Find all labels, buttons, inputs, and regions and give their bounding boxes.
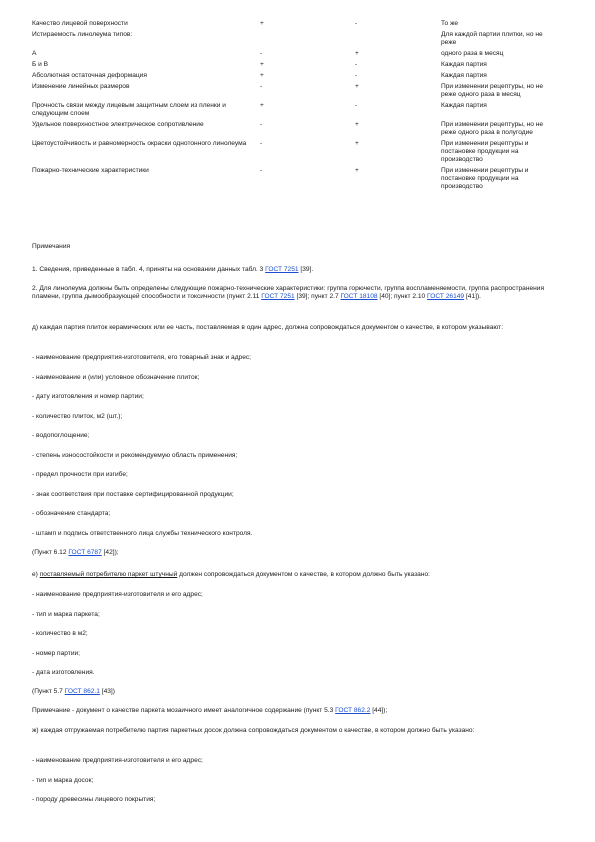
gost-18108-link[interactable]: ГОСТ 18108 — [340, 293, 378, 300]
row-parameter: Истираемость линолеума типов: — [32, 31, 133, 38]
row-mark-b: + — [355, 50, 359, 57]
row-parameter: Удельное поверхностное электрическое сопротивление — [32, 121, 204, 128]
row-frequency: То же — [441, 20, 459, 27]
list-item: - водопоглощение; — [32, 432, 90, 439]
row-mark-a: + — [260, 72, 264, 79]
row-mark-a: + — [260, 61, 264, 68]
note-2: 2. Для линолеума должны быть определены следующие пожарно-технические характеристики: группа горючести, группа воспламеняемости, группа распространения пламени, группа дымообразующей способности и токсичности (пункт 2.11 ГОСТ 7251 [39]; пункт 2.7 ГОСТ 18108 [40]; пункт 2.10 ГОСТ 26149 [41]). — [32, 285, 545, 300]
row-frequency: При изменении рецептуры и постановке продукции на производство — [441, 167, 529, 190]
list-item: - количество в м2; — [32, 630, 88, 637]
row-mark-b: - — [355, 61, 358, 68]
row-parameter: Цветоустойчивость и равномерность окраски однотонного линолеума — [32, 140, 247, 147]
table-row — [32, 72, 552, 83]
notes-title: Примечания — [32, 243, 71, 250]
row-mark-b: + — [355, 140, 359, 147]
table-row — [32, 121, 552, 140]
row-frequency: Для каждой партии плитки, но не реже — [441, 31, 543, 46]
table-row — [32, 50, 552, 61]
table-row — [32, 83, 552, 102]
row-frequency: одного раза в месяц — [441, 50, 504, 57]
row-mark-a: - — [260, 50, 263, 57]
reference-gost-862-1: (Пункт 5.7 ГОСТ 862.1 [43]) — [32, 688, 115, 695]
table-row — [32, 102, 552, 121]
row-parameter: Прочность связи между лицевым защитным слоем из пленки и следующим слоем — [32, 102, 226, 117]
gost-862-1-link[interactable]: ГОСТ 862.1 — [64, 688, 100, 695]
list-item: - наименование предприятия-изготовителя и его адрес; — [32, 591, 203, 598]
list-item: - предел прочности при изгибе; — [32, 471, 128, 478]
list-item: - наименование предприятия-изготовителя, его товарный знак и адрес; — [32, 354, 252, 361]
row-parameter: Изменение линейных размеров — [32, 83, 130, 90]
list-item: - тип и марка досок; — [32, 776, 94, 784]
row-frequency: При изменении рецептуры и постановке продукции на производство — [441, 140, 529, 163]
paragraph-d: д) каждая партия плиток керамических или ее часть, поставляемая в один адрес, должна сопровождаться документом о качестве, в котором указывают: — [32, 324, 504, 331]
row-mark-b: + — [355, 121, 359, 128]
paragraph-zh: ж) каждая отгружаемая потребителю партия паркетных досок должна сопровождаться документом о качестве, в котором должно быть указано: — [32, 727, 475, 734]
row-parameter: Б и В — [32, 61, 49, 68]
row-frequency: Каждая партия — [441, 72, 487, 79]
row-parameter: Абсолютная остаточная деформация — [32, 72, 147, 79]
list-item: - тип и марка паркета; — [32, 610, 100, 618]
row-mark-a: + — [260, 102, 264, 109]
table-row — [32, 20, 552, 31]
list-item: - наименование и (или) условное обозначение плиток; — [32, 373, 200, 381]
note-1: 1. Сведения, приведенные в табл. 4, приняты на основании данных табл. 3 ГОСТ 7251 [39]. — [32, 266, 314, 273]
row-mark-a — [260, 31, 355, 50]
table-row — [32, 140, 552, 167]
row-frequency: Каждая партия — [441, 102, 487, 109]
gost-6787-link[interactable]: ГОСТ 6787 — [68, 549, 102, 556]
table-row — [32, 61, 552, 72]
list-item: - породу древесины лицевого покрытия; — [32, 796, 156, 803]
list-item: - дату изготовления и номер партии; — [32, 393, 144, 400]
list-item: - степень износостойкости и рекомендуемую область применения; — [32, 451, 238, 459]
row-mark-a: - — [260, 140, 263, 147]
row-parameter: Качество лицевой поверхности — [32, 20, 128, 27]
row-mark-a: + — [260, 20, 264, 27]
row-frequency: При изменении рецептуры, но не реже одного раза в полугодие — [441, 121, 544, 136]
row-parameter: А — [32, 50, 37, 57]
requirements-table — [32, 20, 552, 194]
table-row — [32, 31, 552, 50]
note-mosaic-parquet: Примечание - документ о качестве паркета мозаичного имеет аналогичное содержание (пункт 5.3 ГОСТ 862.2 [44]); — [32, 707, 388, 714]
row-frequency: При изменении рецептуры, но не реже одного раза в месяц — [441, 83, 544, 98]
paragraph-e: е) поставляемый потребителю паркет штучный должен сопровождаться документом о качестве, в котором должно быть указано: — [32, 571, 430, 578]
gost-26149-link[interactable]: ГОСТ 26149 — [427, 293, 465, 300]
list-item: - обозначение стандарта; — [32, 510, 111, 517]
reference-gost-6787: (Пункт 6.12 ГОСТ 6787 [42]); — [32, 549, 119, 556]
list-item: - номер партии; — [32, 649, 81, 657]
row-frequency: Каждая партия — [441, 61, 487, 68]
list-item: - дата изготовления. — [32, 669, 95, 676]
list-item: - знак соответствия при поставке сертифицированной продукции; — [32, 490, 234, 498]
gost-7251-link-2[interactable]: ГОСТ 7251 — [261, 293, 295, 300]
row-mark-a: - — [260, 83, 263, 90]
row-mark-b — [355, 31, 441, 50]
row-mark-a: - — [260, 121, 263, 128]
row-mark-b: - — [355, 20, 358, 27]
row-mark-b: - — [355, 72, 358, 79]
row-mark-b: + — [355, 83, 359, 90]
gost-862-2-link[interactable]: ГОСТ 862.2 — [335, 707, 371, 714]
row-parameter: Пожарно-технические характеристики — [32, 167, 149, 174]
list-item: - наименование предприятия-изготовителя и его адрес; — [32, 757, 203, 764]
row-mark-a: - — [260, 167, 263, 174]
gost-7251-link[interactable]: ГОСТ 7251 — [265, 266, 299, 273]
row-mark-b: - — [355, 102, 358, 109]
list-item: - штамп и подпись ответственного лица службы технического контроля. — [32, 529, 253, 537]
row-mark-b: + — [355, 167, 359, 174]
list-item: - количество плиток, м2 (шт.); — [32, 412, 123, 420]
table-row — [32, 167, 552, 194]
